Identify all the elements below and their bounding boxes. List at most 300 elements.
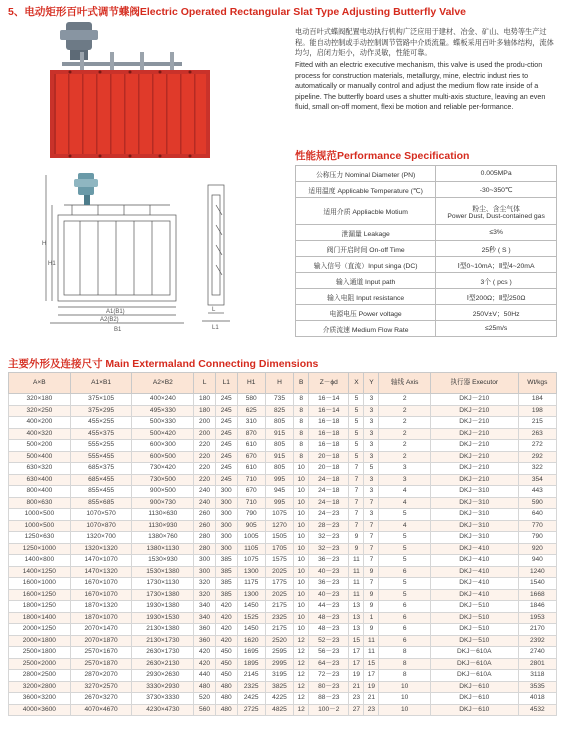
table-cell: 1930×1530: [132, 612, 194, 624]
table-cell: 245: [215, 405, 237, 417]
table-cell: 19: [349, 670, 364, 682]
table-cell: 20－18: [309, 463, 349, 475]
table-cell: 5: [349, 440, 364, 452]
table-cell: 790: [518, 532, 556, 544]
table-cell: 200: [194, 417, 216, 429]
table-cell: 6: [379, 601, 430, 613]
table-cell: 16－18: [309, 428, 349, 440]
performance-value: -30~350℃: [436, 182, 557, 198]
table-cell: 1668: [518, 589, 556, 601]
table-cell: 400×320: [9, 428, 71, 440]
table-cell: 1600×1000: [9, 578, 71, 590]
table-cell: 2930×2630: [132, 670, 194, 682]
table-cell: 5: [379, 589, 430, 601]
table-cell: DKJ－610A: [430, 647, 518, 659]
table-cell: 16－18: [309, 417, 349, 429]
table-cell: 4000×3600: [9, 704, 71, 716]
table-cell: 3600×3200: [9, 693, 71, 705]
table-cell: 800×630: [9, 497, 71, 509]
table-cell: 520: [194, 693, 216, 705]
table-cell: 220: [194, 463, 216, 475]
table-cell: 72－23: [309, 670, 349, 682]
dimensions-header: L: [194, 373, 216, 394]
table-cell: DKJ－410: [430, 566, 518, 578]
table-cell: 7: [364, 532, 379, 544]
table-cell: 2175: [265, 601, 293, 613]
table-cell: 7: [364, 543, 379, 555]
table-row: [9, 543, 557, 555]
table-cell: 10: [294, 589, 309, 601]
table-cell: 10: [294, 532, 309, 544]
table-cell: 12: [294, 693, 309, 705]
table-cell: 15: [364, 658, 379, 670]
table-cell: DKJ－510: [430, 601, 518, 613]
performance-key: 公称压力 Nominal Diameter (PN): [296, 166, 436, 182]
table-row: [9, 451, 557, 463]
table-cell: 310: [237, 417, 265, 429]
table-cell: 64－23: [309, 658, 349, 670]
table-cell: DKJ－610: [430, 693, 518, 705]
table-cell: 2630×2130: [132, 658, 194, 670]
table-cell: 2025: [265, 566, 293, 578]
table-cell: 1695: [237, 647, 265, 659]
table-cell: 9: [349, 532, 364, 544]
table-cell: 1670×1070: [70, 589, 132, 601]
table-row: [9, 670, 557, 682]
table-cell: 500×200: [9, 440, 71, 452]
table-cell: 1846: [518, 601, 556, 613]
table-cell: 17: [364, 670, 379, 682]
table-row: [9, 394, 557, 406]
table-cell: 420: [215, 612, 237, 624]
table-cell: 5: [364, 463, 379, 475]
table-cell: 995: [265, 474, 293, 486]
performance-key: 介质流速 Medium Flow Rate: [296, 321, 436, 337]
table-cell: 2740: [518, 647, 556, 659]
table-cell: 4070×4670: [70, 704, 132, 716]
table-cell: 5: [379, 543, 430, 555]
performance-row: [296, 257, 557, 273]
table-cell: 2500×2000: [9, 658, 71, 670]
table-cell: 735: [265, 394, 293, 406]
performance-row: [296, 198, 557, 225]
table-cell: 320×250: [9, 405, 71, 417]
table-cell: 10: [294, 474, 309, 486]
dimensions-table: [8, 372, 557, 716]
table-cell: 21: [364, 693, 379, 705]
table-row: [9, 520, 557, 532]
table-cell: 800×400: [9, 486, 71, 498]
table-cell: 3: [364, 417, 379, 429]
table-cell: 300: [215, 509, 237, 521]
table-cell: 1000×500: [9, 509, 71, 521]
performance-value: ≤3%: [436, 225, 557, 241]
performance-value: 3个 ( pcs ): [436, 273, 557, 289]
table-cell: 340: [194, 601, 216, 613]
table-cell: 1175: [237, 578, 265, 590]
performance-row: [296, 305, 557, 321]
table-cell: 11: [349, 578, 364, 590]
table-cell: 17: [349, 647, 364, 659]
dimensions-title: 主要外形及连接尺寸 Main Extermaland Connecting Dimensions: [8, 358, 319, 370]
table-cell: 870: [237, 428, 265, 440]
dimensions-header: A1×B1: [70, 373, 132, 394]
table-cell: 10: [294, 624, 309, 636]
table-cell: 3: [379, 463, 430, 475]
table-cell: 10: [379, 704, 430, 716]
table-cell: 48－23: [309, 624, 349, 636]
table-cell: 340: [194, 612, 216, 624]
technical-drawing: [40, 165, 285, 335]
table-cell: 385: [215, 589, 237, 601]
table-row: [9, 405, 557, 417]
table-cell: 10: [294, 497, 309, 509]
table-cell: 245: [215, 451, 237, 463]
table-cell: DKJ－410: [430, 578, 518, 590]
performance-value: 250V±V；50Hz: [436, 305, 557, 321]
table-cell: 10: [294, 555, 309, 567]
table-cell: 8: [294, 428, 309, 440]
table-cell: 8: [294, 440, 309, 452]
table-cell: 260: [194, 509, 216, 521]
table-cell: 2175: [265, 624, 293, 636]
table-cell: DKJ－310: [430, 497, 518, 509]
table-cell: 3: [364, 428, 379, 440]
table-cell: 5: [349, 428, 364, 440]
table-cell: 500×330: [132, 417, 194, 429]
table-cell: 790: [237, 509, 265, 521]
table-cell: DKJ－610A: [430, 670, 518, 682]
performance-value-line: 粉尘、含尘气体: [472, 205, 520, 213]
table-cell: DKJ－410: [430, 555, 518, 567]
dimensions-header: H1: [237, 373, 265, 394]
table-cell: 10: [379, 681, 430, 693]
table-cell: 2800×2500: [9, 670, 71, 682]
table-cell: 1005: [237, 532, 265, 544]
table-row: [9, 578, 557, 590]
table-cell: 805: [265, 440, 293, 452]
table-cell: 9: [364, 589, 379, 601]
table-cell: 220: [194, 451, 216, 463]
performance-value: ≤25m/s: [436, 321, 557, 337]
table-cell: 400×200: [9, 417, 71, 429]
dimensions-header: A2×B2: [132, 373, 194, 394]
table-cell: 2: [379, 405, 430, 417]
table-cell: 280: [194, 543, 216, 555]
table-cell: 40－23: [309, 566, 349, 578]
table-cell: 1105: [237, 543, 265, 555]
table-cell: 5: [349, 451, 364, 463]
table-cell: 8: [294, 417, 309, 429]
table-row: [9, 647, 557, 659]
table-cell: 1070×870: [70, 520, 132, 532]
table-cell: 1250×630: [9, 532, 71, 544]
table-cell: 48－23: [309, 612, 349, 624]
performance-key: 适用介质 Appliacble Motium: [296, 198, 436, 225]
table-cell: 2325: [237, 681, 265, 693]
table-cell: 16－18: [309, 440, 349, 452]
table-row: [9, 612, 557, 624]
table-cell: 4: [379, 497, 430, 509]
table-cell: 21: [349, 681, 364, 693]
table-row: [9, 658, 557, 670]
table-cell: 13: [349, 601, 364, 613]
table-cell: 10: [379, 693, 430, 705]
table-cell: 710: [237, 497, 265, 509]
table-cell: DKJ－210: [430, 417, 518, 429]
table-cell: 6: [379, 635, 430, 647]
table-row: [9, 635, 557, 647]
table-row: [9, 428, 557, 440]
drawing-label-l: L: [212, 307, 216, 313]
table-cell: 2000×1800: [9, 635, 71, 647]
table-cell: 630×400: [9, 474, 71, 486]
performance-value: 25秒 ( S ): [436, 241, 557, 257]
table-cell: 7: [349, 463, 364, 475]
dimensions-header: Z－ϕd: [309, 373, 349, 394]
table-cell: 1530×1380: [132, 566, 194, 578]
table-cell: 3: [364, 486, 379, 498]
table-cell: 52－23: [309, 635, 349, 647]
table-cell: 3: [364, 451, 379, 463]
table-cell: 9: [364, 566, 379, 578]
table-cell: 915: [265, 428, 293, 440]
table-cell: DKJ－210: [430, 440, 518, 452]
table-cell: 220: [194, 474, 216, 486]
table-cell: 995: [265, 497, 293, 509]
table-row: [9, 497, 557, 509]
performance-row: [296, 166, 557, 182]
table-cell: 4532: [518, 704, 556, 716]
table-cell: 24－18: [309, 474, 349, 486]
table-cell: 1320×1320: [70, 543, 132, 555]
table-cell: 12: [294, 670, 309, 682]
table-cell: 3330×2930: [132, 681, 194, 693]
table-cell: 2: [379, 440, 430, 452]
table-cell: 300: [194, 555, 216, 567]
table-cell: 560: [194, 704, 216, 716]
table-cell: 480: [215, 681, 237, 693]
table-cell: 240: [194, 497, 216, 509]
table-cell: 5: [379, 578, 430, 590]
table-cell: 2425: [237, 693, 265, 705]
table-cell: 320: [194, 578, 216, 590]
table-cell: 17: [349, 658, 364, 670]
table-cell: 16－14: [309, 405, 349, 417]
table-cell: 2025: [265, 589, 293, 601]
table-cell: 385: [215, 555, 237, 567]
table-row: [9, 566, 557, 578]
table-cell: 1620: [237, 635, 265, 647]
table-cell: 2: [379, 417, 430, 429]
table-cell: 4825: [265, 704, 293, 716]
table-cell: 28－23: [309, 520, 349, 532]
description-chinese: 电动百叶式蝶阀配置电动执行机构广泛应用于建材、冶金、矿山、电势等生产过程。能自动控制或手动控制调节管路中介质流量。蝶板采用百叶多轴体结构，流体均匀，启闭力矩小，动作灵敏，性能可靠。: [295, 27, 554, 57]
table-cell: 915: [265, 451, 293, 463]
table-cell: DKJ－210: [430, 451, 518, 463]
table-cell: 16－14: [309, 394, 349, 406]
performance-table: [295, 165, 557, 337]
table-cell: 23: [349, 693, 364, 705]
table-cell: 685×375: [70, 463, 132, 475]
table-row: [9, 486, 557, 498]
table-cell: 245: [215, 463, 237, 475]
table-cell: 420: [194, 658, 216, 670]
table-cell: 19: [364, 681, 379, 693]
table-cell: 12: [294, 635, 309, 647]
table-cell: 1450: [237, 601, 265, 613]
table-cell: 320×180: [9, 394, 71, 406]
table-cell: 260: [194, 520, 216, 532]
table-cell: 10: [294, 543, 309, 555]
table-cell: DKJ－510: [430, 635, 518, 647]
table-cell: 1800×1400: [9, 612, 71, 624]
table-cell: 11: [349, 589, 364, 601]
table-cell: 2000×1250: [9, 624, 71, 636]
table-cell: 245: [215, 440, 237, 452]
table-cell: 2170: [518, 624, 556, 636]
table-cell: 15: [349, 635, 364, 647]
table-cell: 2130×1380: [132, 624, 194, 636]
table-cell: 24－23: [309, 509, 349, 521]
table-cell: 420: [194, 647, 216, 659]
table-cell: 5: [349, 405, 364, 417]
table-cell: 1730×1130: [132, 578, 194, 590]
table-cell: 443: [518, 486, 556, 498]
table-cell: DKJ－310: [430, 520, 518, 532]
performance-row: [296, 273, 557, 289]
table-cell: 670: [237, 486, 265, 498]
performance-key: 电源电压 Power voltage: [296, 305, 436, 321]
table-cell: 3535: [518, 681, 556, 693]
table-cell: 455×375: [70, 428, 132, 440]
table-row: [9, 474, 557, 486]
table-cell: 480: [215, 704, 237, 716]
table-cell: 450: [215, 647, 237, 659]
table-cell: 1070×570: [70, 509, 132, 521]
table-cell: 23: [364, 704, 379, 716]
table-cell: 7: [349, 474, 364, 486]
table-cell: 8: [294, 451, 309, 463]
dimensions-header: B: [294, 373, 309, 394]
table-cell: 1953: [518, 612, 556, 624]
table-cell: 2801: [518, 658, 556, 670]
table-cell: 320: [194, 589, 216, 601]
dimensions-header: X: [349, 373, 364, 394]
table-cell: 375×295: [70, 405, 132, 417]
table-cell: 8: [294, 394, 309, 406]
table-cell: 2870×2070: [70, 670, 132, 682]
table-cell: 24－18: [309, 486, 349, 498]
performance-value: 0.005MPa: [436, 166, 557, 182]
table-cell: 180: [194, 394, 216, 406]
table-row: [9, 681, 557, 693]
table-cell: 1250×1000: [9, 543, 71, 555]
table-cell: 805: [265, 417, 293, 429]
table-cell: 292: [518, 451, 556, 463]
table-cell: DKJ－610: [430, 704, 518, 716]
table-cell: 855×685: [70, 497, 132, 509]
table-cell: 1670×1070: [70, 578, 132, 590]
table-cell: DKJ－410: [430, 543, 518, 555]
table-cell: 1800×1250: [9, 601, 71, 613]
table-cell: 3: [379, 474, 430, 486]
table-cell: 590: [518, 497, 556, 509]
table-cell: 2325: [265, 612, 293, 624]
table-cell: 1000×500: [9, 520, 71, 532]
table-cell: 10: [294, 612, 309, 624]
table-cell: 1300: [237, 566, 265, 578]
table-cell: DKJ－310: [430, 486, 518, 498]
table-cell: 8: [379, 670, 430, 682]
table-cell: 32－23: [309, 543, 349, 555]
table-cell: 5: [349, 417, 364, 429]
table-cell: 3: [364, 509, 379, 521]
table-cell: DKJ－510: [430, 624, 518, 636]
performance-row: [296, 241, 557, 257]
table-cell: 420: [215, 601, 237, 613]
table-cell: 385: [215, 566, 237, 578]
table-cell: 6: [379, 612, 430, 624]
table-row: [9, 704, 557, 716]
table-cell: 215: [518, 417, 556, 429]
table-cell: 385: [215, 578, 237, 590]
table-cell: 1130×630: [132, 509, 194, 521]
table-cell: 420: [215, 624, 237, 636]
table-cell: DKJ－210: [430, 474, 518, 486]
table-cell: DKJ－610A: [430, 658, 518, 670]
table-row: [9, 589, 557, 601]
table-cell: 9: [349, 543, 364, 555]
table-cell: 730×500: [132, 474, 194, 486]
table-cell: 1470×1070: [70, 555, 132, 567]
table-cell: 610: [237, 463, 265, 475]
table-cell: 480: [215, 693, 237, 705]
performance-value: [436, 198, 557, 225]
table-cell: 8: [294, 405, 309, 417]
table-cell: 322: [518, 463, 556, 475]
page-title: 5、电动矩形百叶式调节蝶阀Electric Operated Rectangular Slat Type Adjusting Butterfly Valve: [8, 6, 467, 18]
table-cell: 5: [379, 555, 430, 567]
table-row: [9, 555, 557, 567]
table-cell: 2145: [237, 670, 265, 682]
table-cell: 7: [349, 497, 364, 509]
table-cell: 3195: [265, 670, 293, 682]
table-cell: 40－23: [309, 589, 349, 601]
performance-row: [296, 321, 557, 337]
table-cell: 3: [364, 394, 379, 406]
table-cell: 11: [349, 566, 364, 578]
table-cell: 10: [294, 566, 309, 578]
table-cell: 3270×2570: [70, 681, 132, 693]
table-cell: 1320×700: [70, 532, 132, 544]
table-cell: 2595: [265, 647, 293, 659]
table-cell: 10: [294, 463, 309, 475]
table-cell: 245: [215, 417, 237, 429]
table-cell: 2: [379, 394, 430, 406]
table-cell: 10: [294, 520, 309, 532]
table-cell: 36－23: [309, 555, 349, 567]
table-cell: 300: [215, 520, 237, 532]
table-cell: 1870×1320: [70, 601, 132, 613]
performance-key: 阀门开启时间 On-off Time: [296, 241, 436, 257]
table-cell: 12: [294, 704, 309, 716]
performance-key: 适用温度 Applicable Temperature (℃): [296, 182, 436, 198]
table-cell: 500×420: [132, 428, 194, 440]
performance-key: 泄漏量 Leakage: [296, 225, 436, 241]
table-row: [9, 417, 557, 429]
table-cell: 7: [349, 509, 364, 521]
